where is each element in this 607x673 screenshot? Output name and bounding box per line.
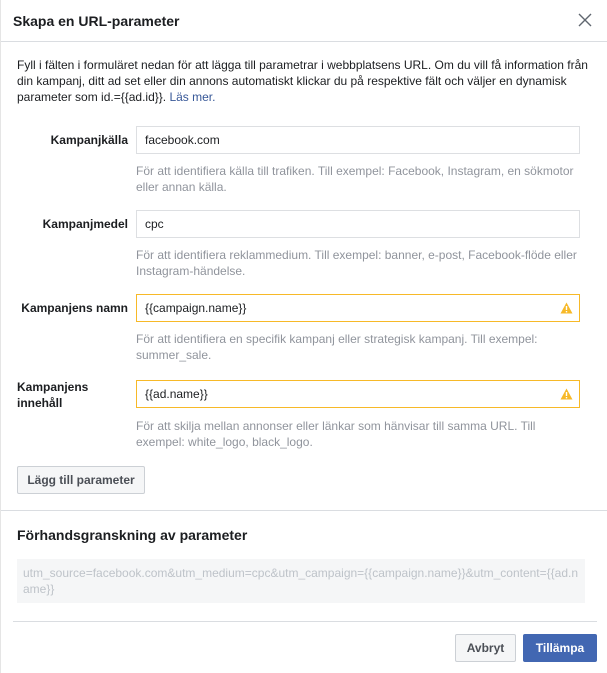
campaign-source-input[interactable] <box>136 126 580 154</box>
campaign-name-value: {{campaign.name}} <box>145 301 247 315</box>
add-parameter-button[interactable]: Lägg till parameter <box>17 466 145 494</box>
campaign-medium-label: Kampanjmedel <box>42 217 128 231</box>
section-divider <box>1 510 607 511</box>
campaign-content-value: {{ad.name}} <box>145 387 208 401</box>
parameter-preview: utm_source=facebook.com&utm_medium=cpc&utm_campaign={{campaign.name}}&utm_content={{ad.name}} <box>17 559 585 603</box>
campaign-name-help: För att identifiera en specifik kampanj eller strategisk kampanj. Till exempel: summer_sale. <box>136 332 538 362</box>
intro-body: Fyll i fälten i formuläret nedan för att lägga till parametrar i webbplatsens URL. Om du vill få information från din kampanj, ditt ad set eller din annons automatiskt klickar du på respektive fält och väljer en dynamisk parameter som id.={{ad.id}}. <box>17 58 588 104</box>
dialog-title: Skapa en URL-parameter <box>13 12 180 29</box>
campaign-content-label <box>17 380 117 410</box>
dialog-header <box>1 0 607 42</box>
campaign-source-help: För att identifiera källa till trafiken. Till exempel: Facebook, Instagram, en sökmotor eller annan källa. <box>136 164 574 194</box>
intro-text <box>17 57 597 105</box>
campaign-medium-input[interactable] <box>136 210 580 238</box>
preview-title: Förhandsgranskning av parameter <box>17 527 248 543</box>
cancel-button[interactable]: Avbryt <box>455 634 516 662</box>
campaign-source-value: facebook.com <box>145 133 220 147</box>
campaign-content-label-line1: Kampanjens <box>17 380 89 394</box>
learn-more-link[interactable]: Läs mer. <box>169 90 216 104</box>
close-icon <box>577 12 593 28</box>
apply-button[interactable]: Tillämpa <box>523 634 597 662</box>
campaign-source-label: Kampanjkälla <box>50 133 128 147</box>
warning-icon <box>560 388 573 400</box>
campaign-content-label-line2: innehåll <box>17 396 63 410</box>
campaign-medium-help: För att identifiera reklammedium. Till exempel: banner, e-post, Facebook-flöde eller Instagram-händelse. <box>136 248 577 278</box>
campaign-content-input[interactable] <box>136 380 580 408</box>
footer-divider <box>13 621 597 622</box>
campaign-name-input[interactable] <box>136 294 580 322</box>
campaign-medium-value: cpc <box>145 217 164 231</box>
close-button[interactable] <box>577 12 593 28</box>
campaign-name-label: Kampanjens namn <box>21 301 128 315</box>
warning-icon <box>560 302 573 314</box>
campaign-content-help: För att skilja mellan annonser eller länkar som hänvisar till samma URL. Till exempel: white_logo, black_logo. <box>136 419 536 449</box>
